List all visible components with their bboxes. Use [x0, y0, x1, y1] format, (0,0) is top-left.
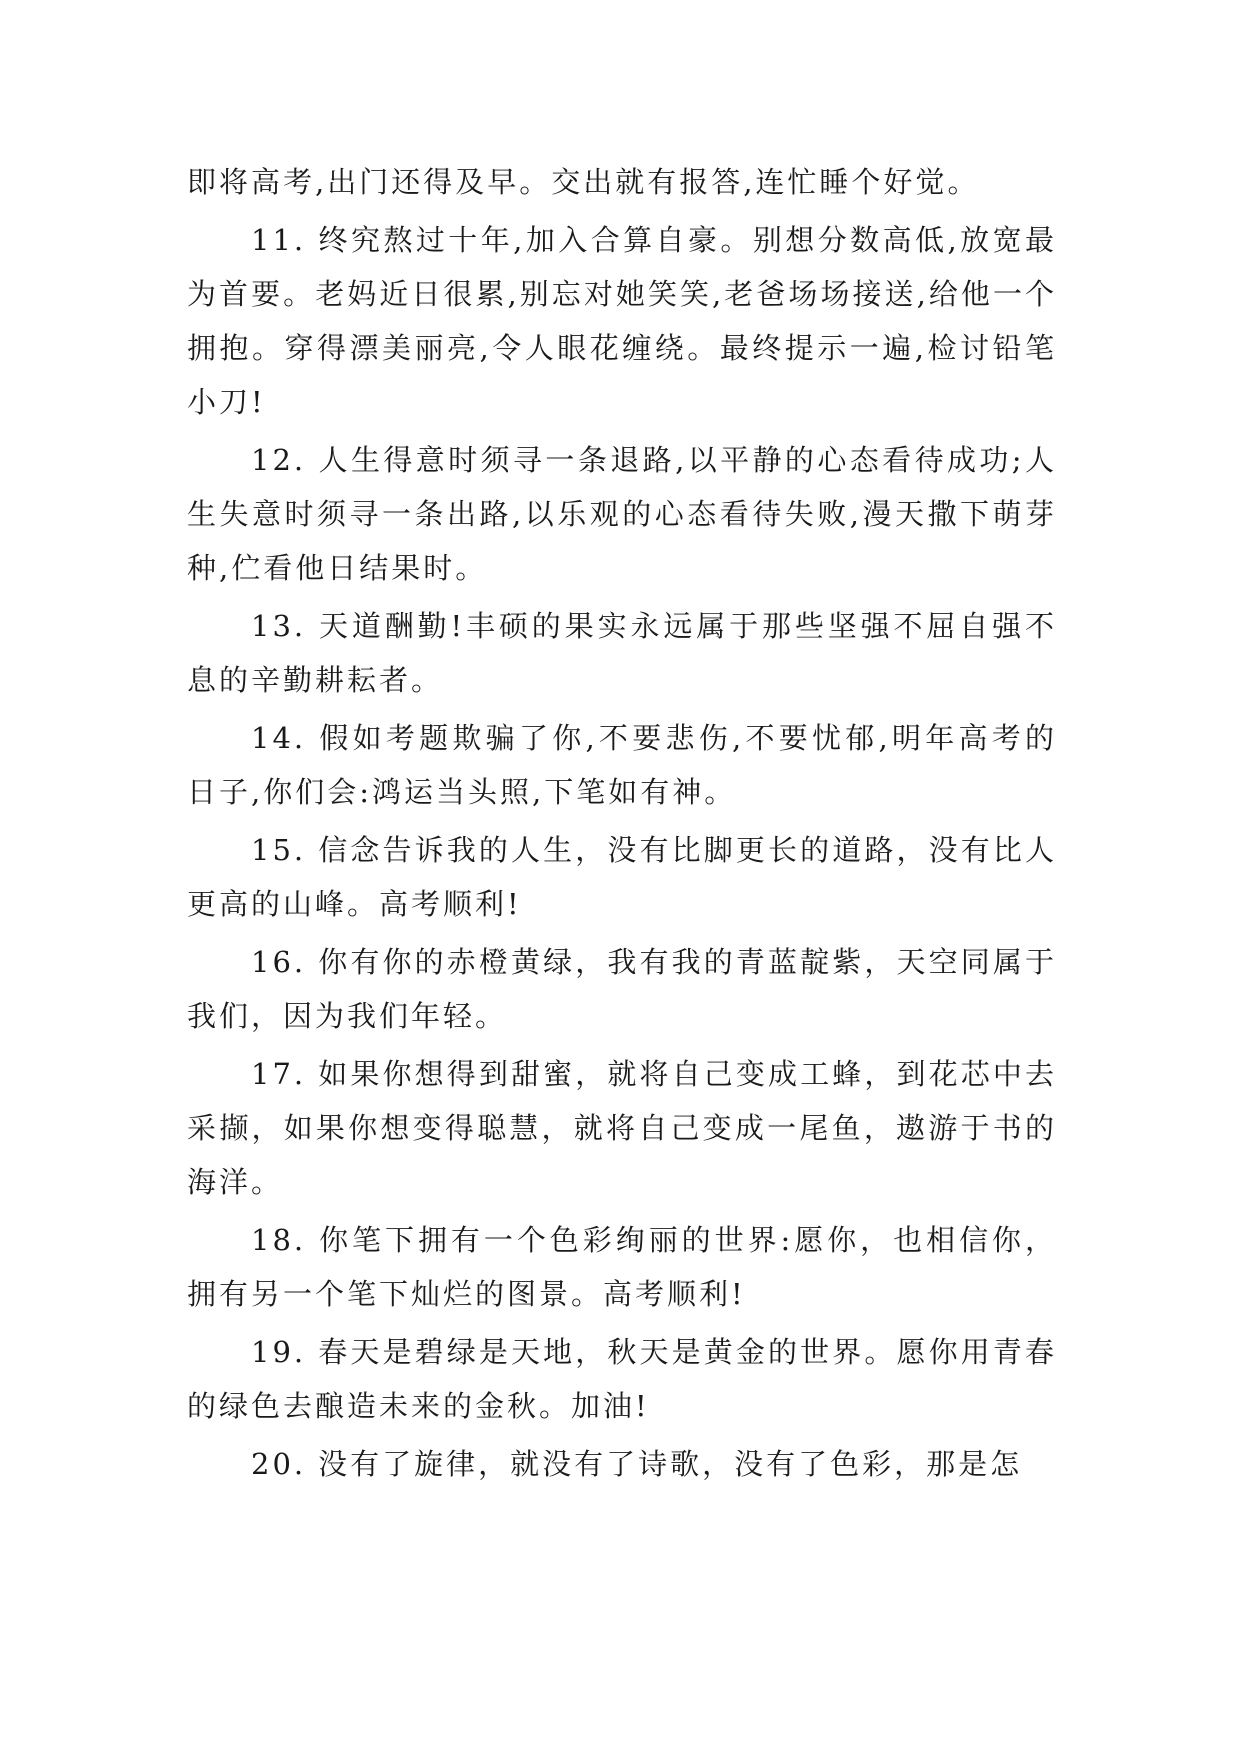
- paragraph-16: [187, 935, 1057, 1043]
- paragraph-number: 17.: [251, 1057, 307, 1091]
- paragraph-text: 如果你想得到甜蜜，就将自己变成工蜂，到花芯中去采撷，如果你想变得聪慧，就将自己变成一尾鱼，遨游于书的海洋。: [187, 1057, 1057, 1199]
- paragraph-text: 人生得意时须寻一条退路,以平静的心态看待成功;人生失意时须寻一条出路,以乐观的心态看待失败,漫天撒下萌芽种,伫看他日结果时。: [187, 443, 1057, 585]
- paragraph-number: 18.: [251, 1223, 307, 1257]
- paragraph-20: [187, 1437, 1057, 1491]
- paragraph-number: 16.: [251, 945, 307, 979]
- paragraph-12: [187, 433, 1057, 595]
- paragraph-number: 19.: [251, 1335, 307, 1369]
- document-body: [187, 155, 1057, 1495]
- paragraph-text: 天道酬勤!丰硕的果实永远属于那些坚强不屈自强不息的辛勤耕耘者。: [187, 609, 1057, 697]
- paragraph-text: 假如考题欺骗了你,不要悲伤,不要忧郁,明年高考的日子,你们会:鸿运当头照,下笔如有神。: [187, 721, 1057, 809]
- paragraph-number: 11.: [251, 223, 307, 257]
- paragraph-14: [187, 711, 1057, 819]
- paragraph-18: [187, 1213, 1057, 1321]
- paragraph-number: 13.: [251, 609, 307, 643]
- paragraph-15: [187, 823, 1057, 931]
- paragraph-text: 终究熬过十年,加入合算自豪。别想分数高低,放宽最为首要。老妈近日很累,别忘对她笑笑,老爸场场接送,给他一个拥抱。穿得漂美丽亮,令人眼花缠绕。最终提示一遍,检讨铅笔小刀!: [187, 223, 1057, 419]
- paragraph-text: 没有了旋律，就没有了诗歌，没有了色彩，那是怎: [318, 1447, 1023, 1481]
- paragraph-number: 20.: [251, 1447, 307, 1481]
- paragraph-19: [187, 1325, 1057, 1433]
- paragraph-number: 15.: [251, 833, 307, 867]
- paragraph-continuation: [187, 155, 1057, 209]
- paragraph-text: 信念告诉我的人生，没有比脚更长的道路，没有比人更高的山峰。高考顺利!: [187, 833, 1057, 921]
- paragraph-text: 你有你的赤橙黄绿，我有我的青蓝靛紫，天空同属于我们，因为我们年轻。: [187, 945, 1057, 1033]
- paragraph-text: 你笔下拥有一个色彩绚丽的世界:愿你，也相信你，拥有另一个笔下灿烂的图景。高考顺利!: [187, 1223, 1057, 1311]
- paragraph-13: [187, 599, 1057, 707]
- paragraph-17: [187, 1047, 1057, 1209]
- paragraph-text: 春天是碧绿是天地，秋天是黄金的世界。愿你用青春的绿色去酿造未来的金秋。加油!: [187, 1335, 1057, 1423]
- paragraph-number: 12.: [251, 443, 307, 477]
- paragraph-11: [187, 213, 1057, 429]
- paragraph-text: 即将高考,出门还得及早。交出就有报答,连忙睡个好觉。: [187, 165, 980, 199]
- paragraph-number: 14.: [251, 721, 307, 755]
